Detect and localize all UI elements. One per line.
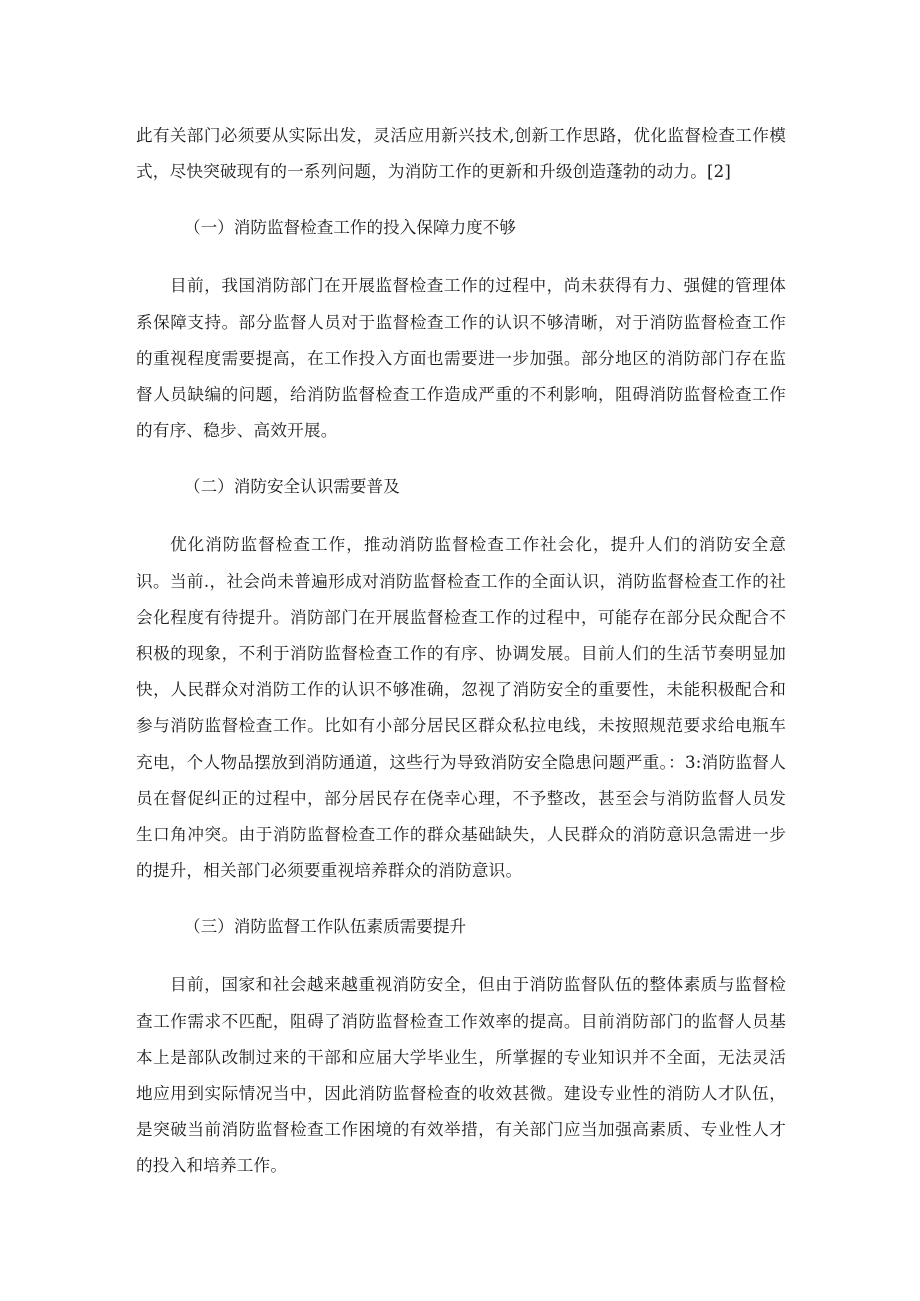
section-heading-3: （三）消防监督工作队伍素质需要提升 xyxy=(184,917,467,937)
paragraph-section-3: 目前，国家和社会越来越重视消防安全，但由于消防监督队伍的整体素质与监督检查工作需求不匹配，阻碍了消防监督检查工作效率的提高。目前消防部门的监督人员基本上是部队改制过来的干部和应届大学毕业生，所掌握的专业知识并不全面，无法灵活地应用到实际情况当中，因此消防监督检查的收效甚微。建设专业性的消防人才队伍，是突破当前消防监督检查工作困境的有效举措，有关部门应当加强高素质、专业性人才的投入和培养工作。 xyxy=(136,975,786,1176)
spacer xyxy=(136,945,786,967)
paragraph-continuation: 此有关部门必须要从实际出发，灵活应用新兴技术,创新工作思路，优化监督检查工作模式，尽快突破现有的一系列问题，为消防工作的更新和升级创造蓬勃的动力。[2] xyxy=(136,126,786,182)
spacer xyxy=(136,889,786,909)
section-heading-2: （二）消防安全认识需要普及 xyxy=(184,477,400,497)
section-heading-1: （一）消防监督检查工作的投入保障力度不够 xyxy=(184,218,516,238)
spacer xyxy=(136,449,786,469)
spacer xyxy=(136,505,786,527)
spacer xyxy=(136,246,786,268)
paragraph-section-1: 目前，我国消防部门在开展监督检查工作的过程中，尚未获得有力、强健的管理体系保障支持。部分监督人员对于监督检查工作的认识不够清晰，对于消防监督检查工作的重视程度需要提高，在工作投入方面也需要进一步加强。部分地区的消防部门存在监督人员缺编的问题，给消防监督检查工作造成严重的不利影响，阻碍消防监督检查工作的有序、稳步、高效开展。 xyxy=(136,276,786,441)
spacer xyxy=(136,190,786,210)
document-page xyxy=(136,118,786,1185)
paragraph-section-2: 优化消防监督检查工作，推动消防监督检查工作社会化，提升人们的消防安全意识。当前.，社会尚未普遍形成对消防监督检查工作的全面认识，消防监督检查工作的社会化程度有待提升。消防部门在开展监督检查工作的过程中，可能存在部分民众配合不积极的现象，不利于消防监督检查工作的有序、协调发展。目前人们的生活节奏明显加快，人民群众对消防工作的认识不够准确，忽视了消防安全的重要性，未能积极配合和参与消防监督检查工作。比如有小部分居民区群众私拉电线，未按照规范要求给电瓶车充电，个人物品摆放到消防通道，这些行为导致消防安全隐患问题严重。：3:消防监督人员在督促纠正的过程中，部分居民存在侥幸心理，不予整改，甚至会与消防监督人员发生口角冲突。由于消防监督检查工作的群众基础缺失，人民群众的消防意识急需进一步的提升，相关部门必须要重视培养群众的消防意识。 xyxy=(136,535,786,881)
